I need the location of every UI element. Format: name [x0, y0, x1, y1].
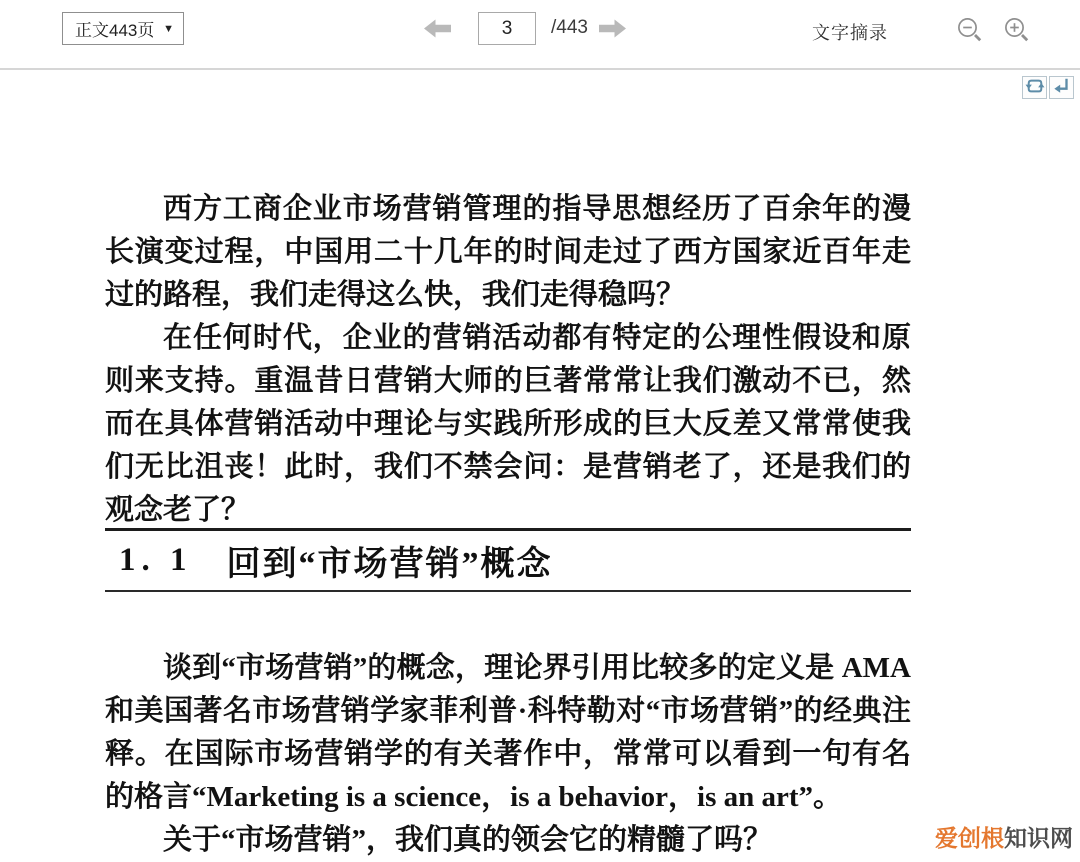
page-total-label: /443: [551, 17, 588, 38]
zoom-in-button[interactable]: [1003, 16, 1031, 44]
scanned-page-upper-text: [105, 188, 911, 532]
paragraph: 关于“市场营销”，我们真的领会它的精髓了吗？: [163, 824, 773, 856]
text-excerpt-button[interactable]: 文字摘录: [812, 19, 888, 45]
paragraph: 在任何时代，企业的营销活动都有特定的公理性假设和原则来支持。重温昔日营销大师的巨著常常让我们激动不已，然而在具体营销活动中理论与实践所形成的巨大反差又常常使我们无比沮丧！此时，我们不禁会问：是营销老了，还是我们的观念老了？: [105, 322, 911, 526]
section-dropdown[interactable]: [62, 12, 184, 45]
scanned-page-lower-text: [105, 647, 911, 862]
rotate-page-button[interactable]: [1022, 76, 1047, 99]
toolbar: [0, 0, 1080, 70]
document-viewer: [0, 72, 1080, 858]
rotate-loop-icon: [1025, 77, 1045, 98]
page-number-input[interactable]: [478, 12, 536, 45]
paragraph: 西方工商企业市场营销管理的指导思想经历了百余年的漫长演变过程，中国用二十几年的时间走过了西方国家近百年走过的路程，我们走得这么快，我们走得稳吗？: [105, 193, 911, 311]
next-page-button[interactable]: [599, 19, 626, 38]
section-heading: [105, 528, 911, 592]
page-turn-button[interactable]: [1049, 76, 1074, 99]
chevron-down-icon: ▼: [163, 22, 174, 35]
zoom-in-magnifier-icon: [1003, 32, 1031, 47]
section-title: 回到“市场营销”概念: [226, 546, 553, 583]
watermark-brand: 爱创根: [935, 825, 1004, 851]
zoom-out-button[interactable]: [956, 16, 984, 44]
right-arrow-icon: [599, 26, 626, 41]
site-watermark: [935, 820, 1073, 853]
section-dropdown-label: 正文443页: [75, 21, 155, 40]
page-turn-arrow-icon: [1052, 77, 1072, 98]
zoom-out-magnifier-icon: [956, 32, 984, 47]
left-arrow-icon: [424, 26, 451, 41]
previous-page-button[interactable]: [424, 19, 451, 38]
section-number: 1. 1: [119, 542, 193, 578]
paragraph: 谈到“市场营销”的概念，理论界引用比较多的定义是 AMA 和美国著名市场营销学家菲利普·科特勒对“市场营销”的经典注释。在国际市场营销学的有关著作中，常常可以看到一句有名的格言“Marketing is a science，is a behavior，is an art”。: [105, 652, 911, 813]
watermark-suffix: 知识网: [1004, 825, 1073, 851]
